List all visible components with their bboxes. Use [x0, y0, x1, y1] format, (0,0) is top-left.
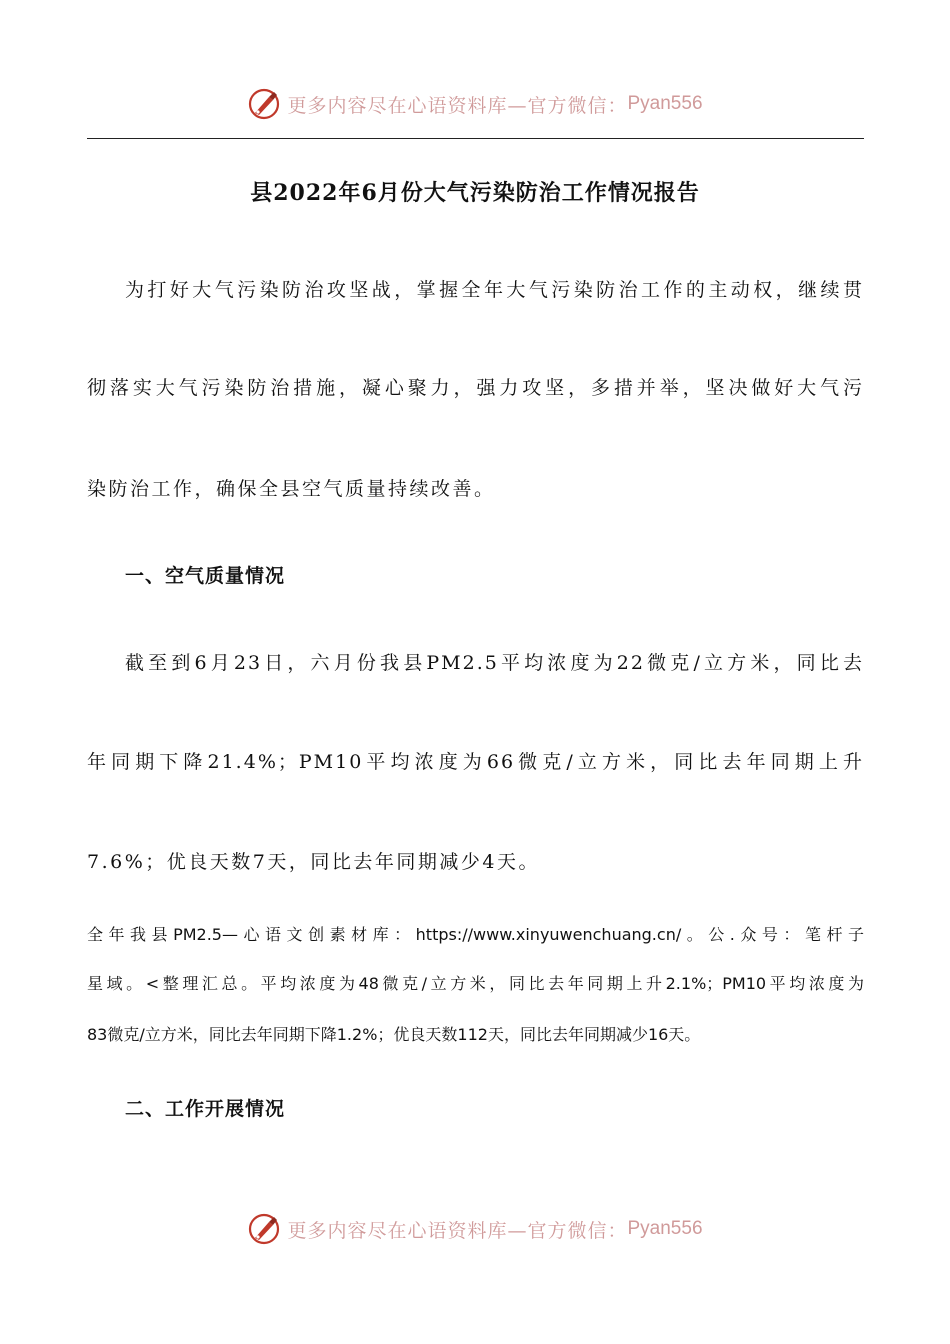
footer-watermark-banner — [0, 1209, 950, 1249]
section-2-heading: 二、工作开展情况 — [125, 1098, 286, 1120]
annual-line-3: 83微克/立方米，同比去年同期下降1.2%；优良天数112天，同比去年同期减少16天。 — [87, 1025, 701, 1044]
header-watermark-banner — [0, 84, 950, 124]
banner-text: 更多内容尽在心语资料库—官方微信： — [287, 94, 628, 117]
intro-line-2: 彻落实大气污染防治措施，凝心聚力，强力攻坚，多措并举，坚决做好大气污 — [87, 377, 864, 399]
intro-line-1: 为打好大气污染防治攻坚战，掌握全年大气污染防治工作的主动权，继续贯 — [125, 279, 864, 301]
section-1-line-1: 截至到6月23日，六月份我县PM2.5平均浓度为22微克/立方米，同比去 — [125, 652, 864, 674]
annual-line-2: 星域。<整理汇总。平均浓度为48微克/立方米，同比去年同期上升2.1%；PM10平均浓度为 — [87, 974, 864, 993]
section-1-line-2: 年同期下降21.4%；PM10平均浓度为66微克/立方米，同比去年同期上升 — [87, 751, 864, 773]
pen-nib-logo-icon — [247, 1212, 281, 1246]
intro-line-3: 染防治工作，确保全县空气质量持续改善。 — [87, 478, 496, 500]
section-1-line-3: 7.6%；优良天数7天，同比去年同期减少4天。 — [87, 851, 540, 873]
annual-line-1: 全年我县PM2.5—心语文创素材库：https://www.xinyuwenchuang.cn/。公.众号：笔杆子 — [87, 925, 864, 944]
section-1-heading: 一、空气质量情况 — [125, 565, 286, 587]
pen-nib-logo-icon — [247, 87, 281, 121]
footer-banner-wechat-id: Pyan556 — [627, 1218, 703, 1239]
footer-banner-text: 更多内容尽在心语资料库—官方微信： — [287, 1219, 628, 1242]
banner-wechat-id: Pyan556 — [627, 93, 703, 114]
document-title: 县2022年6月份大气污染防治工作情况报告 — [250, 180, 700, 206]
header-divider — [87, 138, 864, 139]
